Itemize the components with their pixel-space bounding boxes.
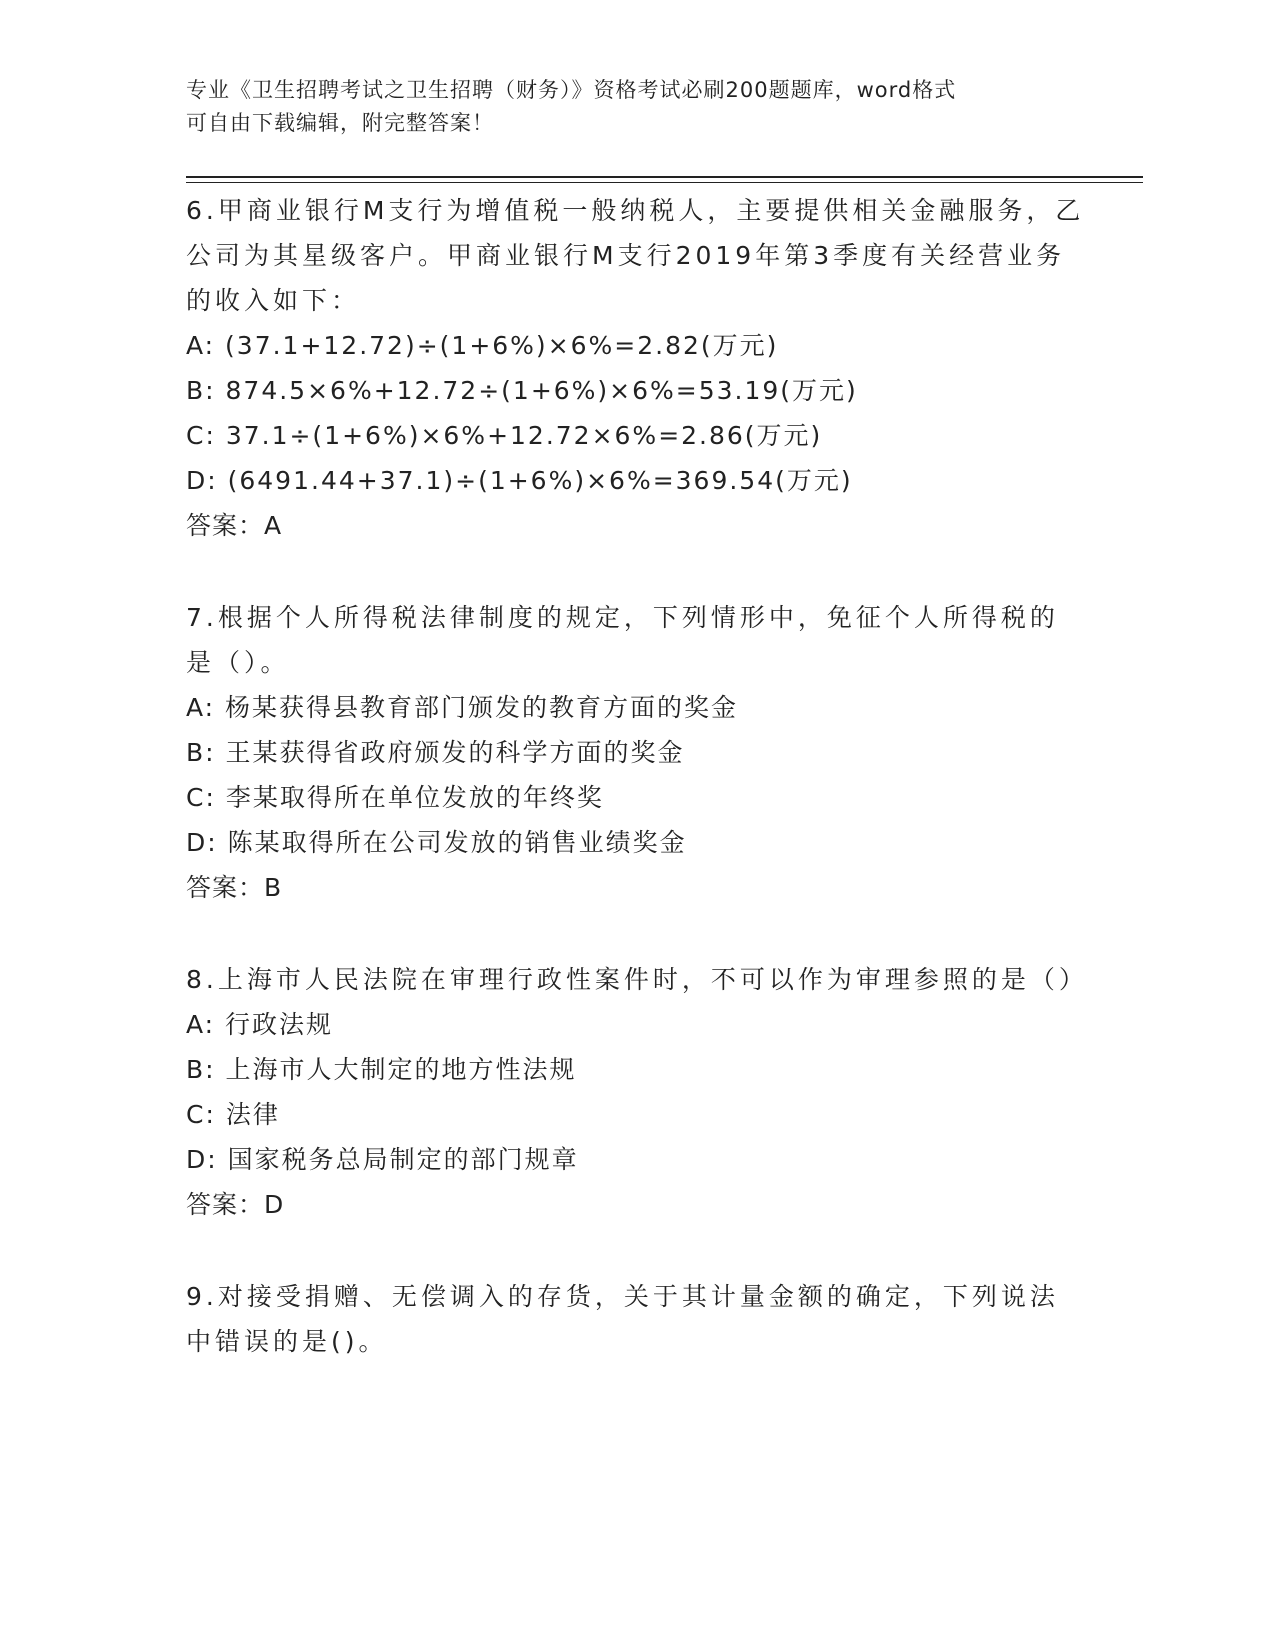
question-stem: 6.甲商业银行M支行为增值税一般纳税人，主要提供相关金融服务，乙公司为其星级客户。甲商业银行M支行2019年第3季度有关经营业务的收入如下： [186, 196, 1085, 315]
question-list [186, 188, 1086, 1411]
question-stem: 8.上海市人民法院在审理行政性案件时，不可以作为审理参照的是（） [186, 965, 1088, 994]
question-stem: 9.对接受捐赠、无偿调入的存货，关于其计量金额的确定，下列说法中错误的是()。 [186, 1282, 1059, 1356]
option-b: B: 王某获得省政府颁发的科学方面的奖金 [186, 738, 685, 767]
question-8 [186, 957, 1086, 1227]
option-a: A: 杨某获得县教育部门颁发的教育方面的奖金 [186, 693, 739, 722]
document-header [186, 74, 1066, 140]
header-divider-thin [186, 182, 1143, 183]
answer-line: 答案：D [186, 1190, 285, 1219]
header-line-2: 可自由下载编辑，附完整答案！ [186, 111, 494, 135]
option-c: C: 李某取得所在单位发放的年终奖 [186, 783, 604, 812]
option-a: A: (37.1+12.72)÷(1+6%)×6%=2.82(万元) [186, 331, 779, 360]
answer-line: 答案：A [186, 511, 283, 540]
question-6 [186, 188, 1086, 548]
option-d: D: (6491.44+37.1)÷(1+6%)×6%=369.54(万元) [186, 466, 853, 495]
option-c: C: 37.1÷(1+6%)×6%+12.72×6%=2.86(万元) [186, 421, 823, 450]
option-a: A: 行政法规 [186, 1010, 334, 1039]
question-9 [186, 1274, 1086, 1364]
option-d: D: 国家税务总局制定的部门规章 [186, 1145, 579, 1174]
option-b: B: 874.5×6%+12.72÷(1+6%)×6%=53.19(万元) [186, 376, 858, 405]
question-7 [186, 595, 1086, 910]
option-c: C: 法律 [186, 1100, 280, 1129]
header-line-1: 专业《卫生招聘考试之卫生招聘（财务）》资格考试必刷200题题库，word格式 [186, 78, 957, 102]
question-stem: 7.根据个人所得税法律制度的规定，下列情形中，免征个人所得税的是（）。 [186, 603, 1059, 677]
option-b: B: 上海市人大制定的地方性法规 [186, 1055, 577, 1084]
answer-line: 答案：B [186, 873, 283, 902]
header-divider [186, 176, 1143, 178]
option-d: D: 陈某取得所在公司发放的销售业绩奖金 [186, 828, 687, 857]
